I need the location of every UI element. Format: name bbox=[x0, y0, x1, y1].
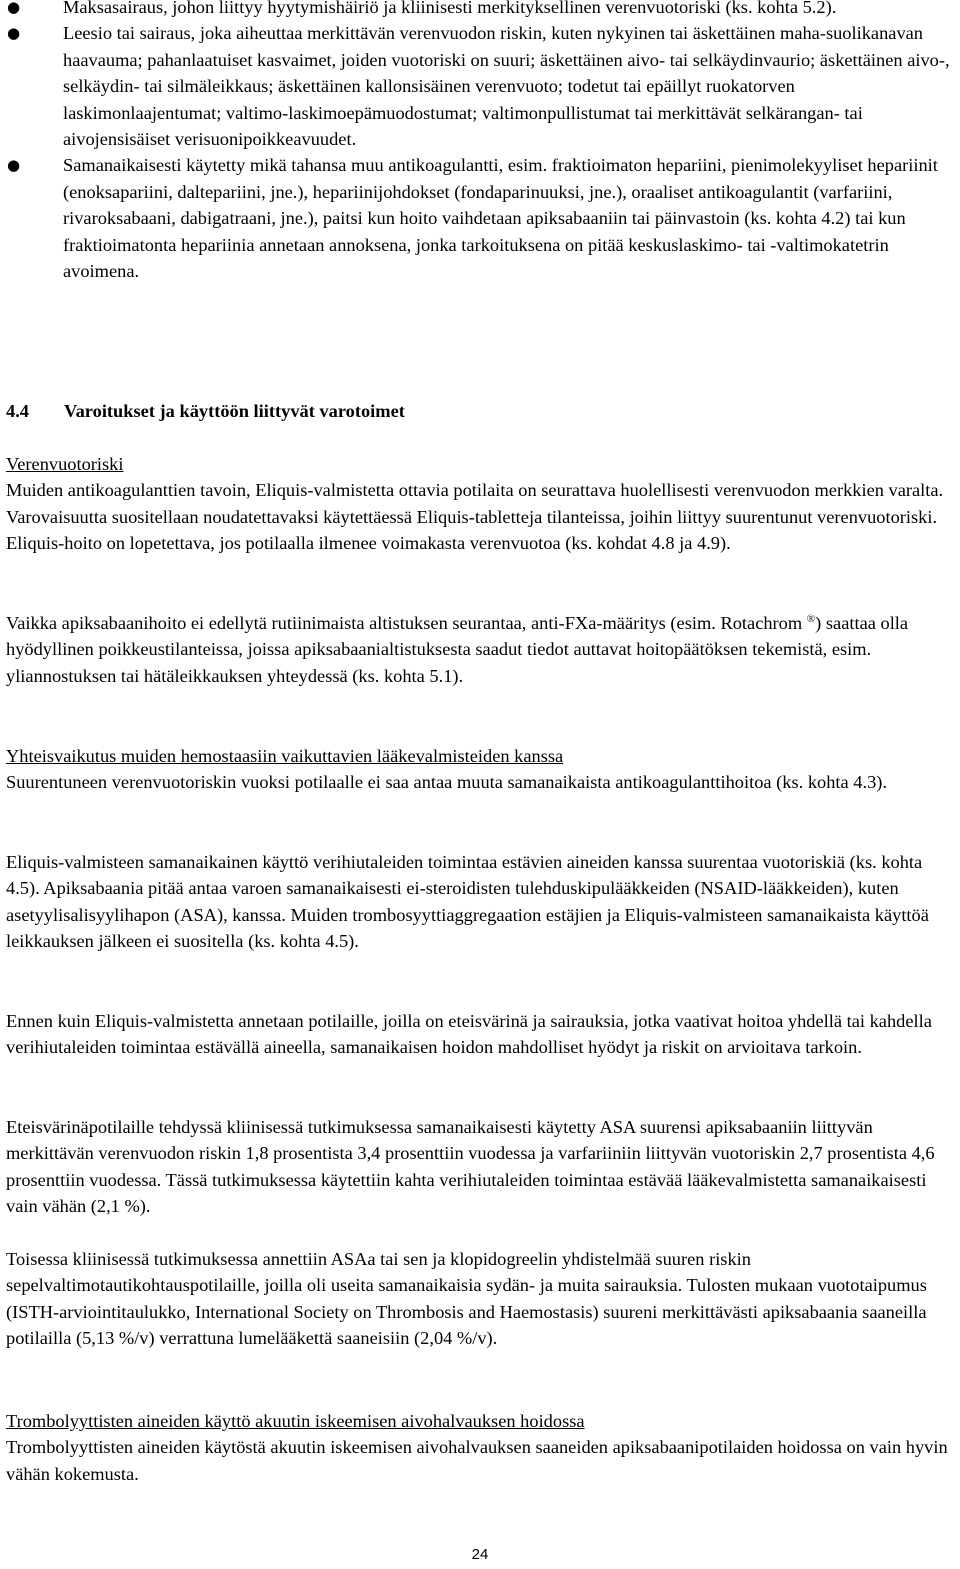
interaction-block-5 bbox=[6, 1246, 956, 1352]
paragraph: Eteisvärinäpotilaille tehdyssä kliinisessä tutkimuksessa samanaikaisesti käytetty ASA suurensi apiksabaaniin liittyvän merkittävän verenvuodon riskin 1,8 prosentista 3,4 prosenttiin vuodessa ja varfariiniin liittyvän vuotoriskin 2,7 prosentista 4,6 prosenttiin vuodessa. Tässä tutkimuksessa käytettiin kahta verihiutaleiden toimintaa estävää lääkevalmistetta samanaikaisesti vain vähän (2,1 %). bbox=[6, 1117, 935, 1217]
anti-fxa-block bbox=[6, 610, 956, 689]
thrombolytics-block bbox=[6, 1408, 956, 1487]
paragraph-text: Vaikka apiksabaanihoito ei edellytä rutiinimaista altistuksen seurantaa, anti-FXa-määritys (esim. Rotachrom bbox=[6, 613, 803, 633]
page-number: 24 bbox=[471, 1546, 489, 1563]
paragraph bbox=[6, 610, 956, 689]
list-item-text: Samanaikaisesti käytetty mikä tahansa muu antikoagulantti, esim. fraktioimaton hepariini, pienimolekyyliset hepariinit (enoksapariini, daltepariini, jne.), hepariinijohdokset (fondaparinuuksi, jne.), oraaliset antikoagulantit (varfariini, rivaroksabaani, dabigatraani, jne.), paitsi kun hoito vaihdetaan apiksabaaniin tai päinvastoin (ks. kohta 4.2) tai kun fraktioimatonta hepariinia annetaan annoksena, jonka tarkoituksena on pitää keskuslaskimo- tai -valtimokatetrin avoimena. bbox=[63, 155, 938, 282]
section-title: Varoitukset ja käyttöön liittyvät varotoimet bbox=[64, 401, 405, 421]
interaction-subheading: Yhteisvaikutus muiden hemostaasiin vaikuttavien lääkevalmisteiden kanssa bbox=[6, 746, 564, 766]
paragraph: Eliquis-valmisteen samanaikainen käyttö verihiutaleiden toimintaa estävien aineiden kanssa suurentaa vuotoriskiä (ks. kohta 4.5). Apiksabaania pitää antaa varoen samanaikaisesti ei-steroidisten tulehduskipulääkkeiden (NSAID-lääkkeiden), kuten asetyylisalisyylihapon (ASA), kanssa. Muiden trombosyyttiaggregaation estäjien ja Eliquis-valmisteen samanaikaista käyttöä leikkauksen jälkeen ei suositella (ks. kohta 4.5). bbox=[6, 852, 929, 952]
list-item bbox=[0, 152, 960, 284]
paragraph: Muiden antikoagulanttien tavoin, Eliquis-valmistetta ottavia potilaita on seurattava huolellisesti verenvuodon merkkien varalta. Varovaisuutta suositellaan noudatettavaksi käytettäessä Eliquis-tabletteja tilanteissa, joihin liittyy suurentunut verenvuotoriski. Eliquis-hoito on lopetettava, jos potilaalla ilmenee voimakasta verenvuotoa (ks. kohdat 4.8 ja 4.9). bbox=[6, 480, 944, 554]
bleeding-risk-subheading: Verenvuotoriski bbox=[6, 454, 124, 474]
interaction-block-3 bbox=[6, 1008, 956, 1061]
list-item-text: Leesio tai sairaus, joka aiheuttaa merkittävän verenvuodon riskin, kuten nykyinen tai äskettäinen maha-suolikanavan haavauma; pahanlaatuiset kasvaimet, joiden vuotoriski on suuri; äskettäinen aivo- tai selkäydinvaurio; äskettäinen aivo-, selkäydin- tai silmäleikkaus; äskettäinen kallonsisäinen verenvuoto; todetut tai epäillyt ruokatorven laskimonlaajentumat; valtimo-laskimoepämuodostumat; valtimonpullistumat tai merkittävät selkärangan- tai aivojensisäiset verisuonipoikkeavuudet. bbox=[63, 23, 950, 150]
paragraph: Trombolyyttisten aineiden käytöstä akuutin iskeemisen aivohalvauksen saaneiden apiksabaanipotilaiden hoidossa on vain hyvin vähän kokemusta. bbox=[6, 1437, 948, 1484]
paragraph: Toisessa kliinisessä tutkimuksessa annettiin ASAa tai sen ja klopidogreelin yhdistelmää suuren riskin sepelvaltimotautikohtauspotilaille, joilla oli useita samanaikaisia sydän- ja muita sairauksia. Tulosten mukaan vuototaipumus (ISTH-arviointitaulukko, International Society on Thrombosis and Haemostasis) suureni merkittävästi apiksabaania saaneilla potilailla (5,13 %/v) verrattuna lumelääkettä saaneisiin (2,04 %/v). bbox=[6, 1249, 927, 1349]
paragraph-text: ) saattaa olla hyödyllinen poikkeustilanteissa, joissa apiksabaanialtistuksesta saadut tiedot auttavat hoitopäätöksen tekemistä, esim. yliannostuksen tai hätäleikkauksen yhteydessä (ks. kohta 5.1). bbox=[6, 613, 909, 686]
interaction-block-4 bbox=[6, 1114, 956, 1220]
paragraph: Suurentuneen verenvuotoriskin vuoksi potilaalle ei saa antaa muuta samanaikaista antikoagulanttihoitoa (ks. kohta 4.3). bbox=[6, 772, 887, 793]
interaction-block-2 bbox=[6, 849, 956, 955]
section-number: 4.4 bbox=[6, 401, 29, 421]
thrombolytics-subheading: Trombolyyttisten aineiden käyttö akuutin iskeemisen aivohalvauksen hoidossa bbox=[6, 1411, 585, 1431]
bleeding-risk-block bbox=[6, 451, 956, 557]
interaction-block bbox=[6, 743, 956, 796]
contraindication-list bbox=[0, 0, 960, 284]
bullet-icon: ● bbox=[7, 24, 21, 43]
list-item bbox=[0, 20, 960, 152]
list-item-text: Maksasairaus, johon liittyy hyytymishäiriö ja kliinisesti merkityksellinen verenvuotoriski (ks. kohta 5.2). bbox=[63, 0, 837, 17]
registered-mark: ® bbox=[806, 613, 816, 625]
bullet-icon: ● bbox=[7, 156, 21, 175]
paragraph: Ennen kuin Eliquis-valmistetta annetaan potilaille, joilla on eteisvärinä ja sairauksia, jotka vaativat hoitoa yhdellä tai kahdella verihiutaleiden toimintaa estävällä aineella, samanaikaisen hoidon mahdolliset hyödyt ja riskit on arvioitava tarkoin. bbox=[6, 1011, 932, 1058]
list-item bbox=[0, 0, 960, 20]
section-heading bbox=[6, 398, 956, 424]
bullet-icon: ● bbox=[7, 0, 21, 16]
